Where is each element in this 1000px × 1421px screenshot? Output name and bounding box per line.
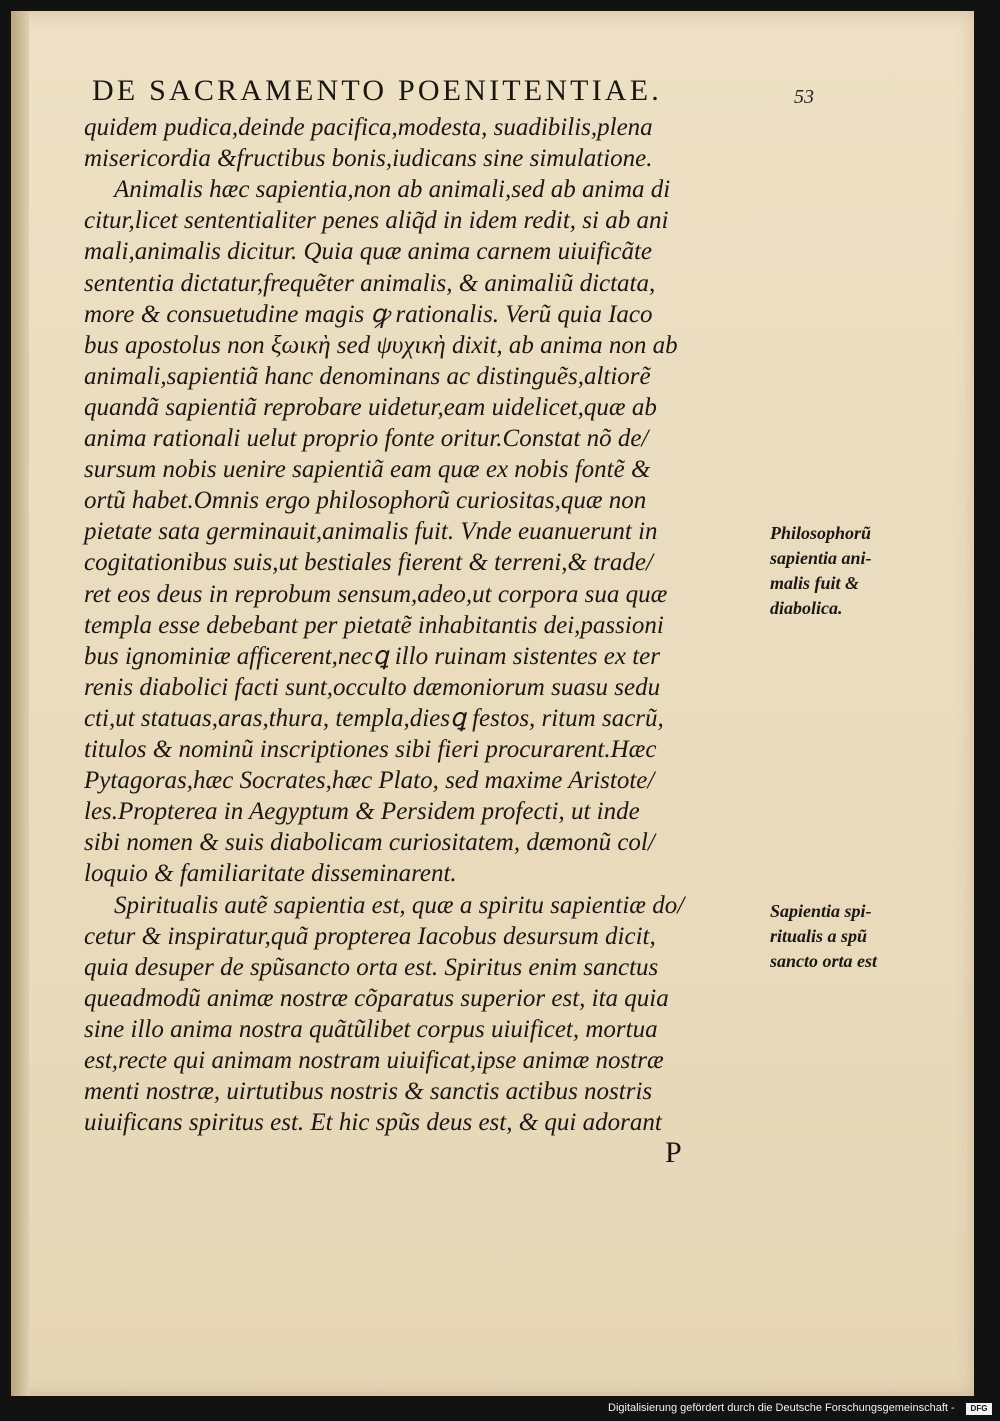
text-line: Animalis hæc sapientia,non ab animali,sed ab anima di bbox=[114, 176, 671, 204]
text-line: renis diabolici facti sunt,occulto dæmoniorum suasu sedu bbox=[84, 673, 661, 701]
running-title: DE SACRAMENTO POENITENTIAE. bbox=[92, 74, 662, 107]
text-line: misericordia &fructibus bonis,iudicans sine simulatione. bbox=[84, 145, 653, 173]
margin-note-spiritual-wisdom bbox=[770, 899, 877, 974]
text-line: est,recte qui animam nostram uiuificat,ipse animæ nostræ bbox=[84, 1047, 664, 1074]
margin-note-line: sapientia ani- bbox=[770, 548, 872, 568]
text-line: menti nostræ, uirtutibus nostris & sanctis actibus nostris bbox=[84, 1078, 653, 1106]
text-line: anima rationali uelut proprio fonte oritur.Constat nõ de/ bbox=[84, 425, 649, 452]
text-line: mali,animalis dicitur. Quia quæ anima carnem uiuificãte bbox=[84, 238, 653, 266]
page-number: 53 bbox=[794, 86, 814, 108]
text-line: ret eos deus in reprobum sensum,adeo,ut corpora sua quæ bbox=[84, 580, 668, 608]
dfg-logo: DFG bbox=[966, 1403, 992, 1415]
text-line: quia desuper de spũsancto orta est. Spiritus enim sanctus bbox=[84, 953, 659, 981]
text-line: titulos & nominũ inscriptiones sibi fieri procurarent.Hæc bbox=[84, 736, 657, 763]
text-line: ortũ habet.Omnis ergo philosophorũ curiositas,quæ non bbox=[84, 487, 647, 515]
margin-note-line: Philosophorũ bbox=[770, 523, 872, 543]
text-line: animali,sapientiã hanc denominans ac distinguẽs,altiorẽ bbox=[84, 362, 651, 390]
text-line: uiuificans spiritus est. Et hic spũs deus est, & qui adorant bbox=[84, 1109, 662, 1137]
margin-note-line: diabolica. bbox=[770, 598, 843, 618]
page-spine-shadow bbox=[11, 11, 29, 1396]
text-line: quandã sapientiã reprobare uidetur,eam uidelicet,quæ ab bbox=[84, 393, 657, 421]
text-line: more & consuetudine magis ꝙ rationalis. Verũ quia Iaco bbox=[84, 300, 653, 328]
text-line: les.Propterea in Aegyptum & Persidem profecti, ut inde bbox=[84, 798, 640, 826]
text-line: cetur & inspiratur,quã propterea Iacobus desursum dicit, bbox=[84, 922, 656, 950]
margin-note-line: Sapientia spi- bbox=[770, 901, 872, 921]
signature-mark: P bbox=[665, 1136, 682, 1169]
text-line: queadmodũ animæ nostræ cõparatus superior est, ita quia bbox=[84, 984, 669, 1012]
text-line: sursum nobis uenire sapientiã eam quæ ex nobis fontẽ & bbox=[84, 456, 651, 484]
margin-note-philosophers bbox=[770, 521, 872, 621]
digitization-credit: Digitalisierung gefördert durch die Deutsche Forschungsgemeinschaft - bbox=[608, 1402, 955, 1414]
text-line: bus apostolus non ξωικὴ sed ψυχικὴ dixit, ab anima non ab bbox=[84, 331, 678, 359]
text-line: cogitationibus suis,ut bestiales fierent & terreni,& trade/ bbox=[84, 549, 653, 577]
text-line: sententia dictatur,frequẽter animalis, & animaliũ dictata, bbox=[84, 269, 656, 297]
text-line: sine illo anima nostra quãtũlibet corpus uiuificet, mortua bbox=[84, 1015, 658, 1043]
text-line: Spiritualis autẽ sapientia est, quæ a spiritu sapientiæ do/ bbox=[114, 891, 685, 919]
text-line: templa esse debebant per pietatẽ inhabitantis dei,passioni bbox=[84, 611, 664, 639]
margin-note-line: malis fuit & bbox=[770, 573, 860, 593]
text-line: cti,ut statuas,aras,thura, templa,diesꝗ festos, ritum sacrũ, bbox=[84, 704, 664, 732]
text-line: loquio & familiaritate disseminarent. bbox=[84, 860, 457, 888]
text-line: citur,licet sententialiter penes aliq̃d in idem redit, si ab ani bbox=[84, 207, 669, 235]
margin-note-line: sancto orta est bbox=[770, 951, 878, 971]
text-line: bus ignominiæ afficerent,necꝗ illo ruinam sistentes ex ter bbox=[84, 642, 660, 670]
margin-note-line: ritualis a spũ bbox=[770, 926, 868, 946]
text-line: sibi nomen & suis diabolicam curiositatem, dæmonũ col/ bbox=[84, 829, 655, 857]
text-line: Pytagoras,hæc Socrates,hæc Plato, sed maxime Aristote/ bbox=[84, 767, 655, 795]
text-line: quidem pudica,deinde pacifica,modesta, suadibilis,plena bbox=[84, 114, 653, 141]
text-line: pietate sata germinauit,animalis fuit. Vnde euanuerunt in bbox=[84, 518, 658, 546]
